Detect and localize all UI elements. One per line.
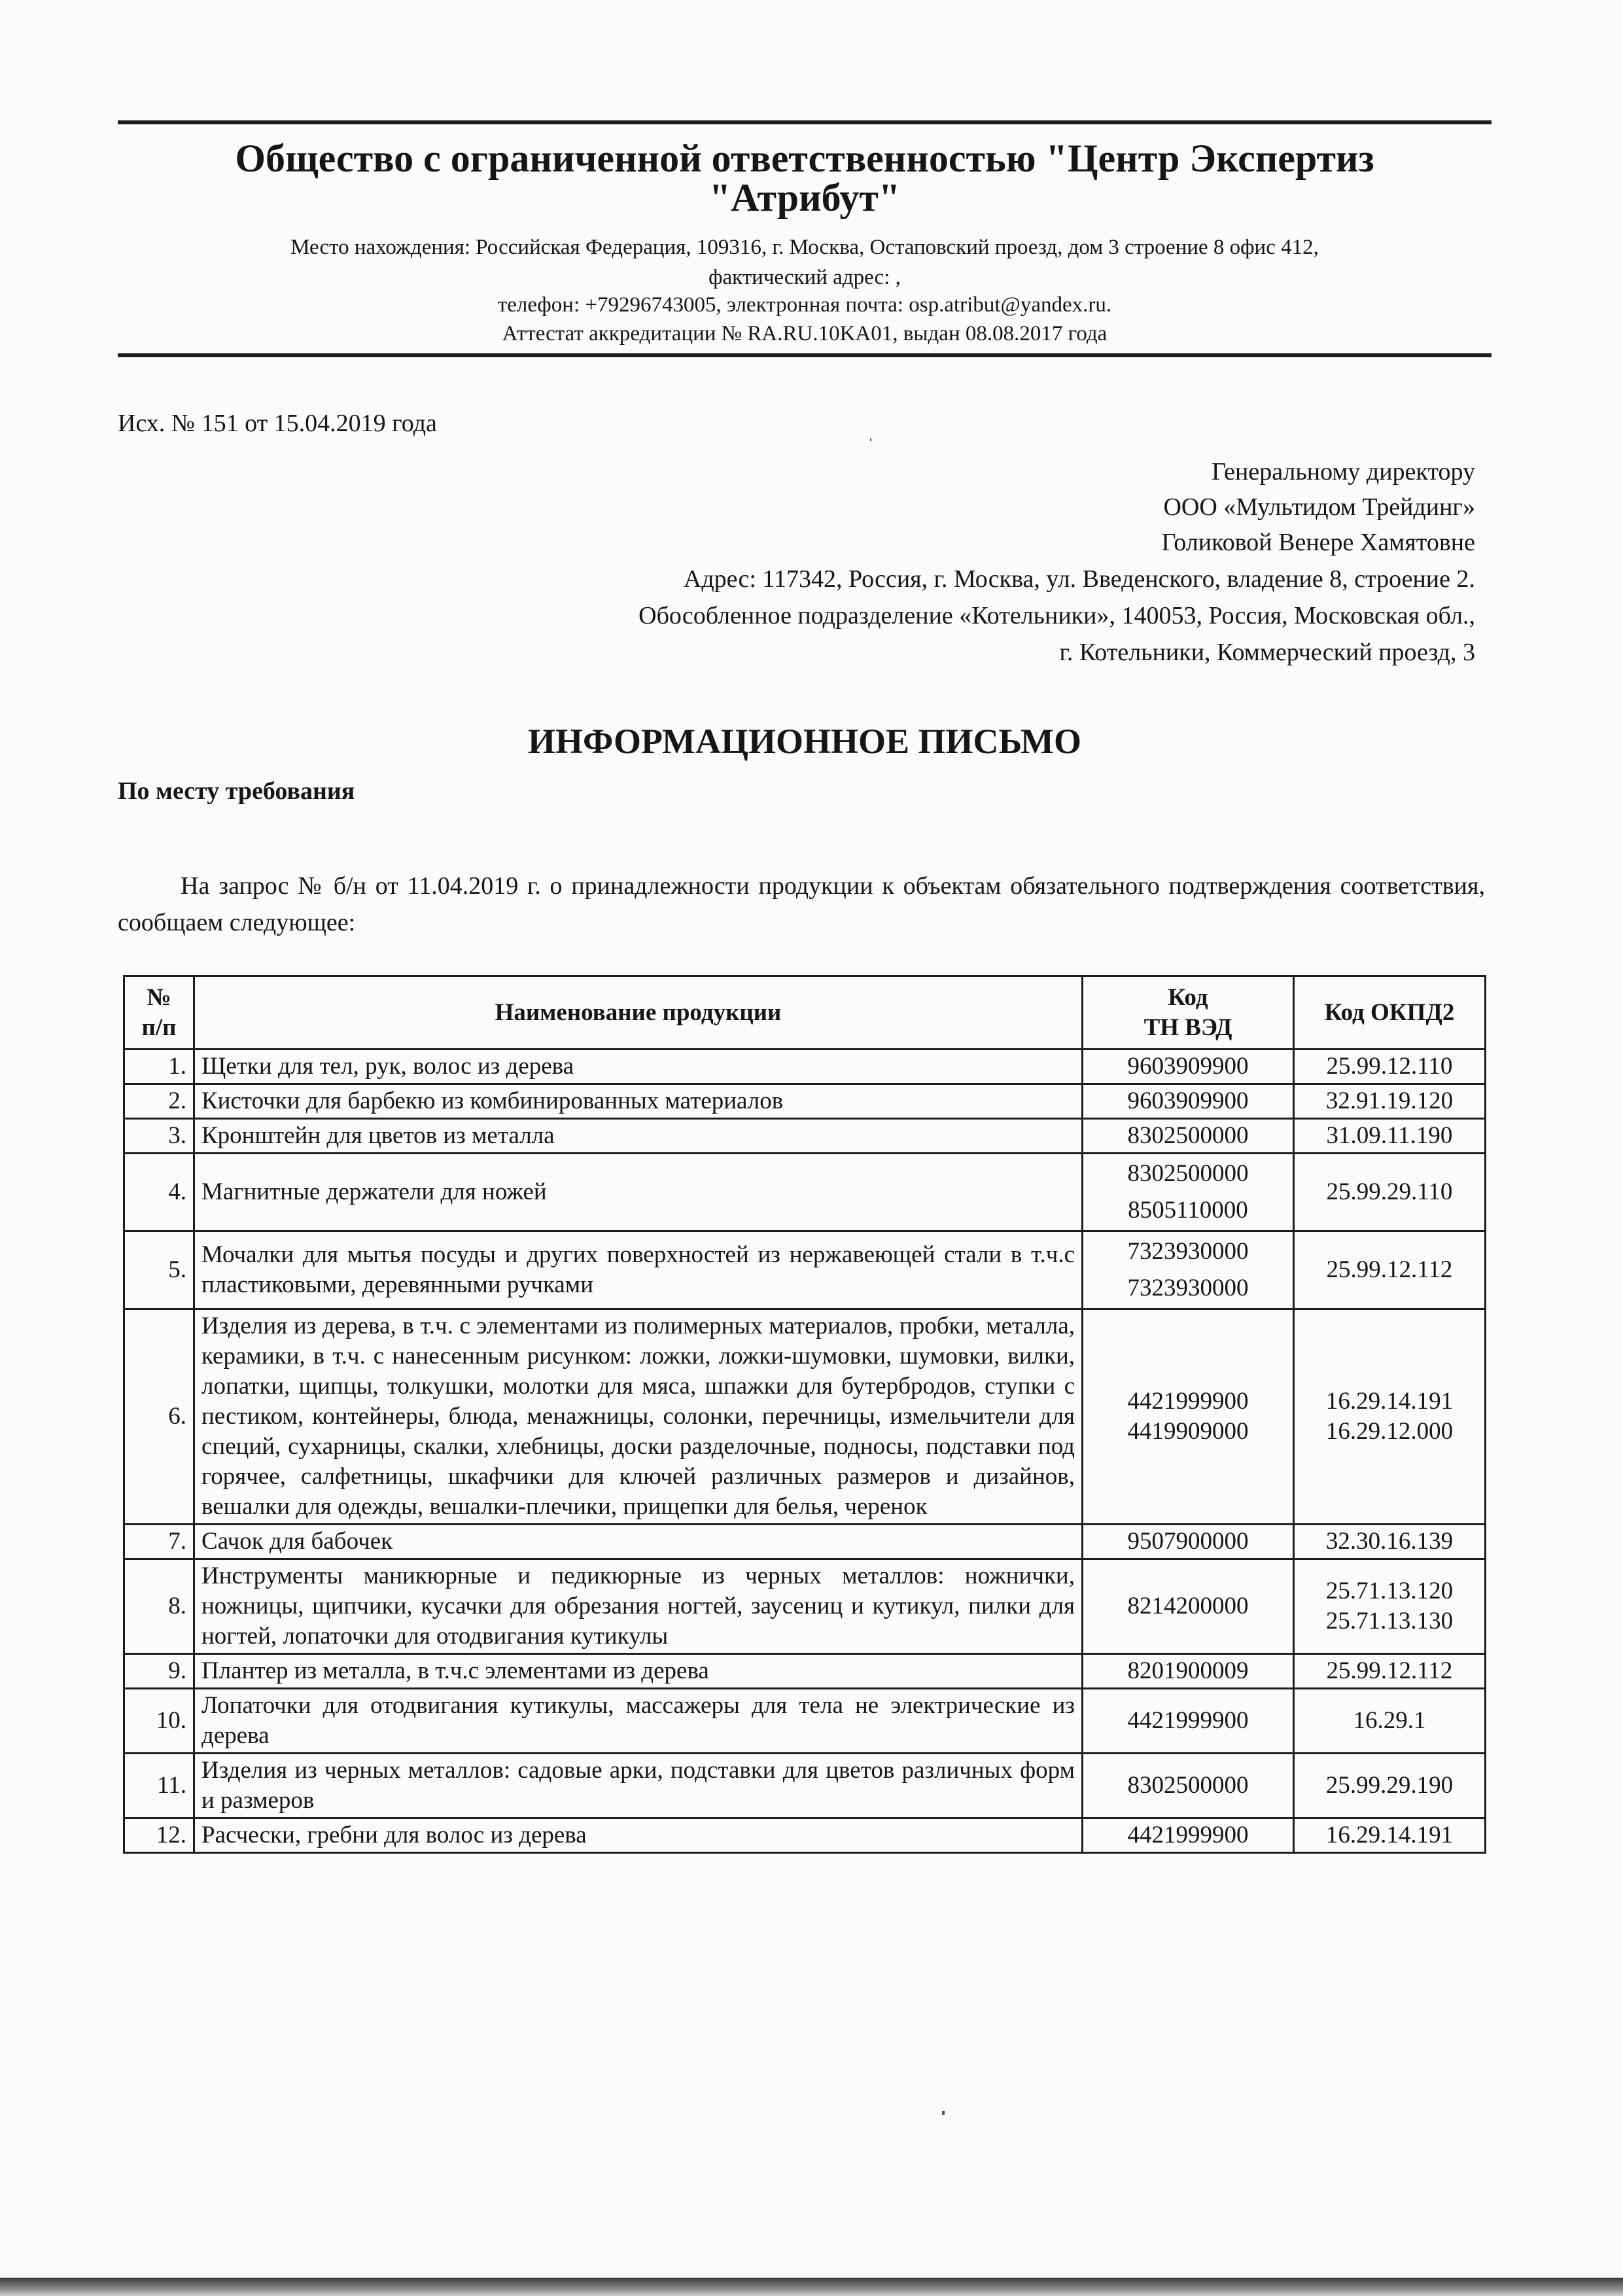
tnved-code-value: 4419909000	[1127, 1418, 1249, 1445]
org-name-line1: Общество с ограниченной ответственностью "Центр Экспертиз	[235, 137, 1374, 180]
okpd2-code-value: 16.29.12.000	[1325, 1418, 1454, 1445]
intro-paragraph: На запрос № б/н от 11.04.2019 г. о принадлежности продукции к объектам обязательного подтверждения соответствия, сообщаем следующее:	[118, 872, 1485, 936]
tnved-code	[1083, 1654, 1294, 1689]
addressee-line: Голиковой Венере Хамятовне	[1161, 529, 1475, 556]
row-number: 8.	[124, 1559, 194, 1654]
scan-speck	[870, 438, 871, 441]
row-number: 2.	[124, 1084, 194, 1119]
outgoing-reference: Исх. № 151 от 15.04.2019 года	[118, 410, 437, 437]
okpd2-code-value: 32.30.16.139	[1325, 1528, 1454, 1555]
row-number: 7.	[124, 1525, 194, 1559]
okpd2-code	[1294, 1119, 1486, 1154]
okpd2-code-value: 16.29.14.191	[1325, 1822, 1454, 1848]
okpd2-code-value: 25.71.13.130	[1325, 1608, 1454, 1634]
recipient-note: По месту требования	[118, 777, 355, 805]
table-row	[124, 1754, 1486, 1818]
product-name: Кисточки для барбекю из комбинированных материалов	[194, 1084, 1083, 1119]
tnved-code-value: 9507900000	[1127, 1528, 1249, 1555]
org-location: Место нахождения: Российская Федерация, 109316, г. Москва, Остаповский проезд, дом 3 строение 8 офис 412,	[290, 236, 1319, 259]
okpd2-code	[1294, 1154, 1486, 1231]
tnved-code-value: 8302500000	[1127, 1122, 1249, 1149]
table-row	[124, 1559, 1486, 1654]
tnved-code	[1083, 1050, 1294, 1084]
okpd2-code	[1294, 1525, 1486, 1559]
table-row	[124, 1309, 1486, 1525]
header-tnved: Код ТН ВЭД	[1083, 976, 1294, 1050]
product-name: Мочалки для мытья посуды и других поверхностей из нержавеющей стали в т.ч.с пластиковыми, деревянными ручками	[194, 1231, 1083, 1309]
tnved-code-value: 8214200000	[1127, 1593, 1249, 1619]
tnved-code-value: 7323930000	[1127, 1275, 1249, 1301]
table-row	[124, 1050, 1486, 1084]
product-name: Щетки для тел, рук, волос из дерева	[194, 1050, 1083, 1084]
table-row	[124, 1119, 1486, 1154]
product-name: Изделия из черных металлов: садовые арки, подставки для цветов различных форм и размеров	[194, 1754, 1083, 1818]
org-actual-address: фактический адрес: ,	[708, 266, 901, 289]
row-number: 1.	[124, 1050, 194, 1084]
table-row	[124, 1525, 1486, 1559]
okpd2-code-value: 16.29.1	[1353, 1707, 1426, 1734]
addressee-line: Адрес: 117342, Россия, г. Москва, ул. Введенского, владение 8, строение 2.	[683, 565, 1475, 593]
product-name: Изделия из дерева, в т.ч. с элементами из полимерных материалов, пробки, металла, керамики, в т.ч. с нанесенным рисунком: ложки, ложки-шумовки, шумовки, вилки, лопатки, щипцы, толкушки, молотки для мяса, шпажки для бутербродов, ступки с пестиком, контейнеры, блюда, менажницы, солонки, перечницы, измельчители для специй, сухарницы, скалки, хлебницы, доски разделочные, подносы, подставки под горячее, салфетницы, шкафчики для ключей различных размеров и дизайнов, вешалки для одежды, вешалки-плечики, прищепки для белья, черенок	[194, 1309, 1083, 1525]
okpd2-code	[1294, 1231, 1486, 1309]
tnved-code	[1083, 1689, 1294, 1754]
letterhead-bottom-rule	[118, 353, 1492, 357]
scan-speck	[942, 2111, 945, 2115]
addressee-line: ООО «Мультидом Трейдинг»	[1163, 493, 1475, 521]
okpd2-code-value: 25.71.13.120	[1325, 1578, 1454, 1604]
product-name: Кронштейн для цветов из металла	[194, 1119, 1083, 1154]
table-row	[124, 1084, 1486, 1119]
okpd2-code-value: 32.91.19.120	[1325, 1087, 1454, 1114]
table-row	[124, 1231, 1486, 1309]
table-row	[124, 1818, 1486, 1853]
tnved-code-value: 8505110000	[1128, 1197, 1248, 1224]
product-name: Сачок для бабочек	[194, 1525, 1083, 1559]
row-number: 6.	[124, 1309, 194, 1525]
okpd2-code-value: 25.99.29.190	[1325, 1772, 1454, 1799]
product-name: Лопаточки для отодвигания кутикулы, массажеры для тела не электрические из дерева	[194, 1689, 1083, 1754]
tnved-code	[1083, 1084, 1294, 1119]
table-row	[124, 1689, 1486, 1754]
table-body	[124, 1050, 1486, 1853]
tnved-code-value: 4421999900	[1127, 1388, 1249, 1415]
tnved-code-value: 8302500000	[1127, 1772, 1249, 1799]
okpd2-code-value: 25.99.12.110	[1326, 1053, 1453, 1080]
product-name: Инструменты маникюрные и педикюрные из черных металлов: ножнички, ножницы, щипчики, кусачки для обрезания ногтей, заусениц и кутикул, пилки для ногтей, лопаточки для отодвигания кутикулы	[194, 1559, 1083, 1654]
okpd2-code	[1294, 1754, 1486, 1818]
table-row	[124, 1154, 1486, 1231]
scan-edge-shadow	[0, 2278, 1623, 2296]
okpd2-code	[1294, 1084, 1486, 1119]
tnved-code	[1083, 1525, 1294, 1559]
table-header-row	[124, 976, 1486, 1050]
product-name: Расчески, гребни для волос из дерева	[194, 1818, 1083, 1853]
tnved-code	[1083, 1119, 1294, 1154]
okpd2-code-value: 25.99.12.112	[1326, 1256, 1453, 1283]
header-num: № п/п	[124, 976, 194, 1050]
addressee-line: Генеральному директору	[1212, 458, 1475, 486]
tnved-code-value: 7323930000	[1127, 1238, 1249, 1265]
tnved-code	[1083, 1309, 1294, 1525]
tnved-code-value: 4421999900	[1127, 1822, 1249, 1848]
tnved-code	[1083, 1754, 1294, 1818]
table-row	[124, 1654, 1486, 1689]
tnved-code	[1083, 1154, 1294, 1231]
okpd2-code	[1294, 1689, 1486, 1754]
row-number: 9.	[124, 1654, 194, 1689]
product-name: Плантер из металла, в т.ч.с элементами из дерева	[194, 1654, 1083, 1689]
header-name: Наименование продукции	[194, 976, 1083, 1050]
row-number: 12.	[124, 1818, 194, 1853]
tnved-code-value: 8201900009	[1127, 1657, 1249, 1684]
addressee-line: Обособленное подразделение «Котельники», 140053, Россия, Московская обл.,	[638, 602, 1475, 629]
okpd2-code-value: 25.99.12.112	[1326, 1657, 1453, 1684]
org-accreditation: Аттестат аккредитации № RA.RU.10KA01, выдан 08.08.2017 года	[502, 322, 1108, 345]
tnved-code-value: 8302500000	[1127, 1160, 1249, 1187]
okpd2-code	[1294, 1559, 1486, 1654]
tnved-code-value: 4421999900	[1127, 1707, 1249, 1734]
product-name: Магнитные держатели для ножей	[194, 1154, 1083, 1231]
tnved-code-value: 9603909900	[1127, 1087, 1249, 1114]
org-name-line2: "Атрибут"	[708, 176, 901, 219]
row-number: 5.	[124, 1231, 194, 1309]
org-contacts: телефон: +79296743005, электронная почта: osp.atribut@yandex.ru.	[497, 293, 1112, 317]
tnved-code	[1083, 1559, 1294, 1654]
products-table	[123, 975, 1486, 1854]
row-number: 10.	[124, 1689, 194, 1754]
okpd2-code-value: 25.99.29.110	[1326, 1178, 1453, 1205]
okpd2-code	[1294, 1654, 1486, 1689]
tnved-code	[1083, 1231, 1294, 1309]
document-title: ИНФОРМАЦИОННОЕ ПИСЬМО	[527, 722, 1082, 761]
okpd2-code	[1294, 1050, 1486, 1084]
addressee-line: г. Котельники, Коммерческий проезд, 3	[1059, 639, 1475, 666]
row-number: 11.	[124, 1754, 194, 1818]
okpd2-code	[1294, 1818, 1486, 1853]
okpd2-code-value: 16.29.14.191	[1325, 1388, 1454, 1415]
row-number: 3.	[124, 1119, 194, 1154]
tnved-code-value: 9603909900	[1127, 1053, 1249, 1080]
row-number: 4.	[124, 1154, 194, 1231]
letterhead-top-rule	[118, 120, 1492, 124]
okpd2-code-value: 31.09.11.190	[1326, 1122, 1453, 1149]
tnved-code	[1083, 1818, 1294, 1853]
header-okpd2: Код ОКПД2	[1294, 976, 1486, 1050]
okpd2-code	[1294, 1309, 1486, 1525]
